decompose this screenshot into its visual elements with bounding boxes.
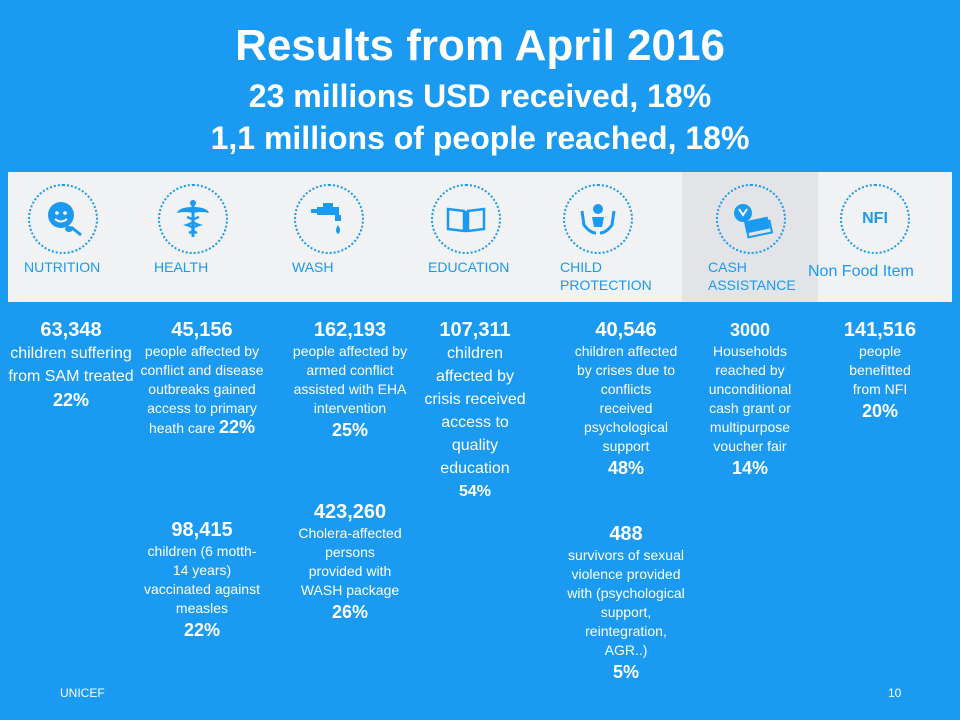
child-protection-result-1 (564, 318, 688, 480)
reach-subtitle: 1,1 millions of people reached, 18% (210, 120, 750, 156)
child-protection-result-2 (564, 522, 688, 684)
result-percent: 14% (731, 458, 769, 478)
result-description: children suffering from SAM treated (8, 345, 134, 385)
result-number: 40,546 (595, 319, 657, 341)
sector-child-protection (560, 172, 670, 302)
result-number: 488 (609, 523, 643, 545)
nfi-icon-label: NFI (862, 210, 888, 227)
result-description: children affected by crisis received access to quality education (424, 345, 526, 477)
result-percent: 22% (183, 620, 221, 640)
sector-wash (292, 172, 392, 302)
water-tap-icon (294, 184, 364, 254)
nfi-text-icon (840, 184, 910, 254)
wash-result-1 (288, 318, 412, 442)
sector-label: NUTRITION (24, 259, 101, 275)
result-percent: 54% (458, 483, 492, 500)
education-result (420, 318, 530, 504)
child-face-icon (28, 184, 98, 254)
sector-label: HEALTH (154, 259, 209, 275)
result-percent: 5% (612, 662, 639, 682)
result-description: Cholera-affected persons provided with WASH package (298, 525, 402, 598)
result-percent: 26% (331, 602, 369, 622)
result-description: people affected by armed conflict assisted with EHA intervention (292, 343, 408, 416)
sector-education (426, 172, 536, 302)
result-number: 162,193 (313, 319, 387, 341)
hands-protecting-child-icon (563, 184, 633, 254)
sector-cash-assistance (702, 172, 812, 302)
result-number: 423,260 (313, 501, 387, 523)
sector-label: WASH (292, 259, 334, 275)
sector-health (154, 172, 254, 302)
sector-nutrition (22, 172, 122, 302)
result-percent: 22% (219, 417, 256, 437)
result-description: children (6 motth-14 years) vaccinated against measles (144, 543, 260, 616)
wash-result-2 (288, 500, 412, 624)
cash-bills-icon (716, 184, 786, 254)
sector-icon-band (8, 172, 952, 302)
sector-label: CASH ASSISTANCE (708, 259, 796, 293)
open-book-icon (431, 184, 501, 254)
result-description: survivors of sexual violence provided with (psychological support, reintegration, AGR..) (567, 547, 685, 658)
result-number: 45,156 (171, 319, 233, 341)
slide-title: Results from April 2016 (235, 21, 725, 70)
health-result-1 (140, 318, 264, 438)
result-number: 3000 (729, 320, 771, 340)
health-result-2 (140, 518, 264, 642)
nfi-result (818, 318, 942, 423)
result-description: children affected by crises due to conflicts received psychological support (574, 343, 678, 454)
page-number: 10 (888, 686, 902, 700)
caduceus-icon (158, 184, 228, 254)
result-description: people benefitted from NFI (849, 343, 911, 397)
cash-result (700, 318, 800, 480)
result-number: 107,311 (439, 319, 511, 341)
funding-subtitle: 23 millions USD received, 18% (248, 78, 712, 114)
sector-nfi (808, 172, 948, 302)
result-percent: 20% (861, 401, 899, 421)
result-description: people affected by conflict and disease outbreaks gained access to primary heath care 22% (140, 343, 264, 437)
nfi-sublabel: Non Food Item (808, 263, 914, 280)
result-number: 98,415 (171, 519, 233, 541)
result-number: 63,348 (40, 319, 102, 341)
nutrition-result (6, 318, 136, 412)
sector-label: EDUCATION (428, 259, 510, 275)
result-description: Households reached by unconditional cash grant or multipurpose voucher fair (708, 343, 792, 454)
result-percent: 25% (331, 420, 369, 440)
result-percent: 48% (607, 458, 645, 478)
footer-org: UNICEF (60, 686, 105, 700)
result-number: 141,516 (843, 319, 917, 341)
sector-label: CHILD PROTECTION (560, 259, 652, 293)
result-percent: 22% (52, 390, 90, 410)
